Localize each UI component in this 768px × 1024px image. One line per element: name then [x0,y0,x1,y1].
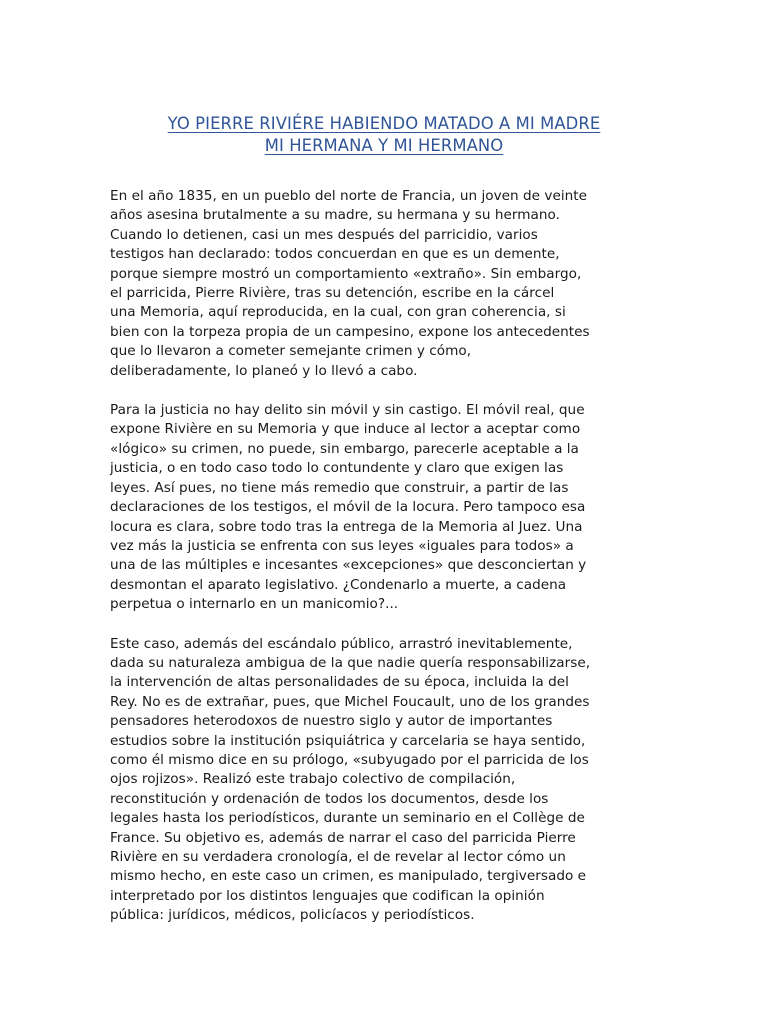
text-line: la intervención de altas personalidades de su época, incluida la del [110,674,569,691]
text-line: como él mismo dice en su prólogo, «subyugado por el parricida de los [110,751,589,768]
title-line: YO PIERRE RIVIÉRE HABIENDO MATADO A MI MADRE [167,114,601,133]
title-line: MI HERMANA Y MI HERMANO [264,136,504,155]
text-line: Rivière en su verdadera cronología, el de revelar al lector cómo un [110,849,566,865]
text-line: Este caso, además del escándalo público, arrastró inevitablemente, [110,635,573,652]
text-line: testigos han declarado: todos concuerdan en que es un demente, [110,246,560,263]
text-line: desmontan el aparato legislativo. ¿Condenarlo a muerte, a cadena [110,576,567,593]
text-line: bien con la torpeza propia de un campesino, expone los antecedentes [110,323,590,340]
document-body [110,187,670,946]
text-line: ojos rojizos». Realizó este trabajo colectivo de compilación, [110,771,516,788]
text-line: reconstitución y ordenación de todos los documentos, desde los [110,790,549,807]
text-line: Para la justicia no hay delito sin móvil y sin castigo. El móvil real, que [110,402,585,419]
text-line: estudios sobre la institución psiquiátrica y carcelaria se haya sentido, [110,732,586,749]
text-line: locura es clara, sobre todo tras la entrega de la Memoria al Juez. Una [110,518,583,535]
text-line: leyes. Así pues, no tiene más remedio que construir, a partir de las [110,479,569,496]
text-line: En el año 1835, en un pueblo del norte de Francia, un joven de veinte [110,188,588,204]
text-line: justicia, o en todo caso todo lo contundente y claro que exigen las [110,460,564,477]
text-line: expone Rivière en su Memoria y que induce al lector a aceptar como [110,421,581,438]
text-line: Cuando lo detienen, casi un mes después del parricidio, varios [110,226,538,243]
text-line: «lógico» su crimen, no puede, sin embargo, parecerle aceptable a la [110,440,579,457]
text-line: dada su naturaleza ambigua de la que nadie quería responsabilizarse, [110,654,591,671]
text-line: porque siempre mostró un comportamiento «extraño». Sin embargo, [110,265,582,282]
text-line: legales hasta los periodísticos, durante un seminario en el Collège de [110,810,585,827]
text-line: una Memoria, aquí reproducida, en la cual, con gran coherencia, si [110,304,566,321]
text-line: que lo llevaron a cometer semejante crimen y cómo, [110,343,472,360]
text-line: France. Su objetivo es, además de narrar el caso del parricida Pierre [110,829,576,846]
text-line: interpretado por los distintos lenguajes que codifican la opinión [110,887,545,904]
text-line: declaraciones de los testigos, el móvil de la locura. Pero tampoco esa [110,499,586,516]
paragraph-1 [110,187,670,381]
text-line: una de las múltiples e incesantes «excepciones» que desconciertan y [110,557,587,574]
text-line: Rey. No es de extrañar, pues, que Michel Foucault, uno de los grandes [110,693,590,710]
text-line: perpetua o internarlo en un manicomio?... [110,596,399,613]
text-line: años asesina brutalmente a su madre, su hermana y su hermano. [110,207,560,224]
text-line: pública: jurídicos, médicos, policíacos y periodísticos. [110,907,475,924]
text-line: vez más la justicia se enfrenta con sus leyes «iguales para todos» a [110,537,574,554]
text-line: pensadores heterodoxos de nuestro siglo y autor de importantes [110,713,553,730]
paragraph-3 [110,635,670,926]
document-title [60,113,708,157]
text-line: el parricida, Pierre Rivière, tras su detención, escribe en la cárcel [110,285,555,302]
paragraph-2 [110,401,670,614]
text-line: deliberadamente, lo planeó y lo llevó a cabo. [110,362,418,379]
text-line: mismo hecho, en este caso un crimen, es manipulado, tergiversado e [110,868,587,885]
